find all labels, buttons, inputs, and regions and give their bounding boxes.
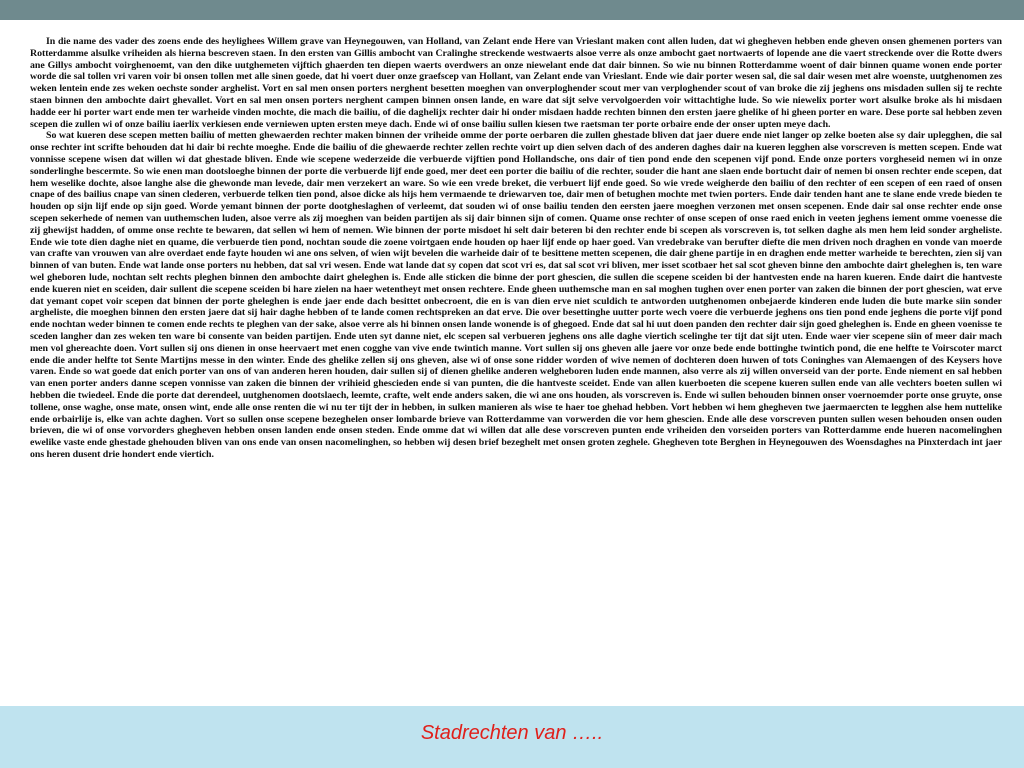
- charter-paragraph-2: So wat kueren dese scepen metten bailiu of metten ghewaerden rechter maken binnen der vriheide omme der porte oerbaren die zullen ghestade bliven dat jaer duere ende niet langer op zelke boeten alse sy dair uplegghen, die sal onse rechter int scrifte behouden dat hi dair bi rechte moeghe. Ende die bailiu of die ghewaerde rechter zellen rechte voirt up dien selven dach of des anderen daghes dair na kueren legghen alse vorscreven is metten scepen. Ende wat vonnisse scepene wisen dat willen wi dat ghestade bliven. Ende wie scepene wederzeide die verbuerde vijftien pond Hollandsche, ons dair of tien pond ende den scepenen vijf pond. Ende onze porters vorgheseid nemen wi in onze sonderlinghe bescermte. So wie enen man dootsloeghe binnen der porte die verbuerde lijf ende goed, mer deet een porter die bailiu of die rechter, souder die hant ane slaen ende bortucht dair of nemen bi onsen rechter ende scepen, dat hem weselike dochte, alsoe langhe alse die ghewonde man levede, dair men verzekert an ware. So wie een vrede breket, die verbuert lijf ende goed. So wie vrede weigherde den bailiu of den rechter of een scepen of een raed of onsen cnape of des bailius cnape van sinen clederen, verbuerde telken tien pond, alsoe dicke als hijs hem vermaende te driewarven toe, dair men of betughen mochte met twien porters. Ende dair tenden hant ane te slane ende vrede bieden te houden op sijn lijf ende op sijn goed. Worde yemant binnen der porte dootgheslaghen of verleemt, dat souden wi of onse bailiu tenden den eersten jaere moeghen verzonen met onsen scepenen. Ende dair sal onse rechter ende onse scepen sekerhede of nemen van uuthemschen luden, alsoe verre als zij moeghen van beiden partijen als sij dair binnen sijn of comen. Quame onse rechter of onse scepen of onse raed enich in veeten jeghens iement omme voenesse die zij ghewijst hadden, of omme onse rechte te bewaren, dat sellen wi hem of nemen. Wie binnen der porte misdoet hi selt dair beteren bi den rechter ende bi scepen als vorscreven is, tot selken daghe als men hem leid sonder argheliste. Ende wie tote dien daghe niet en quame, die verbuerde tien pond, nochtan soude die zoene voirtgaen ende houden op haer lijf ende op haer goed. Van vredebrake van berufter diefte die men driven noch draghen en vonde van moerde van crafte van vrouwen van alre overdaet ende fayte houden wi ane ons selven, of wien wijt bevelen die warheide dair of te besittene metten scepenen, die dair ghene partije in en draghen ende metter warheide te berechten, zien sij van binnen of van buten. Ende wat lande onse porters nu hebben, dat sal vri wesen. Ende wat lande dat sy copen dat scot vri es, dat sal scot vri bliven, mer isset scotbaer het sal scot gheven binne den ambochte dairt gheleghen is, ten ware wel gheboren lude, nochtan selt rechts pleghen binnen den ambochte dairt gheleghen is. Ende alle sticken die binne der port ghescien, die sullen die scepene sceiden bi der hantvesten ende na haren kueren. Ende dairt die hantveste ende kueren niet en sceiden, dair sullent die scepene sceiden bi hare zielen na haer wetentheyt met onsen rechtere. Ende gheen uuthemsche man en sal moghen tughen over enen porter van zaken die binnen der port ghescien, wat erve dat yemant copet voir scepen dat binnen der porte gheleghen is ende jaer ende dach besittet onbecroent, die en is van dien erve niet sculdich te antworden uutghenomen onbejaerde kinderen ende luden die bute marke siin sonder argheliste, die moeghen binnen den ersten jaere dat sij hair daghe hebben of te lande comen rechtspreken an dat erve. Die over besettinghe uutter porte wech voere die verbuerde jeghens ons tien pond ende jeghens die porte vijf pond ende nochtan weder binnen te comen ende rechts te pleghen van der sake, alsoe verre als hi binnen onsen lande wonende is of ghegoed. Ende dat sal hi uut doen panden den rechter dair sijn goed gheleghen is. Ende en gheen voenisse te sceden langher dan zes weken ten ware bi consente van beiden partijen. Ende uten syt danne niet, elc scepen sal verbueren jeghens ons alle daghe viertich scelinghe ter tijt dat sijt uten. Ende waer vier scepene siin of meer dair mach men vol ghereachte doen. Vort sullen sij ons dienen in onse heervaert met enen cogghe van vive ende twintich manne. Vort sullen sij ons gheven alle jaere vor onze bede ende bottinghe twintich pond, die ene helfte te Voirscoter marct ende die ander helfte tot Sente Martijns messe in den winter. Ende des ghelike zellen sij ons gheven, alse wi of onse sone ridder worden of wive nemen of dochteren doen huwen of tots Coninghes van Alemaengen of des Keysers hove varen. Ende so wat goede dat enich porter van ons of van anderen heren houden, dair sullen sij of dienen ghelike anderen welgheboren luden ende mannen, also verre als zij willen onverseid van der porte. Ende niement en sal hebben van enen porter anders danne scepen vonnisse van zaken die binnen der vrihieid ghescieden ende si van punten, die die hantveste sceidet. Ende van allen kuerboeten die scepene kueren sullen ende van alle vechters boeten sullen wi hebben die twiedeel. Ende die porte dat derendeel, uutghenomen dootslaech, leemte, crafte, welt ende anders saken, die wi ane ons houden, als vorscreven is. Ende wi sullen behouden binnen onser voernoemder porte onse gruyte, onse tollene, onse waghe, onse mate, onsen wint, ende alle onse renten die wi nu ter tijt der in hebben, in sulken manieren als wise te haer toe ghehad hebben. Vort hebben wi hem ghegheven twe jaermaercten te legghen alse hem nuttelike ende orbairlije is, elke van achte daghen. Vort so sullen onse scepene bezeghelen onser lombarde brieve van Rotterdamme van vorwerden die vor hem ghescien. Ende alle dese vorscreven punten sullen wesen behouden onsen ouden brieven, die wi of onse vorvorders ghegheven hebben onsen landen ende onsen steden. Ende omme dat wi willen dat alle dese vorscreven punten ende vriheiden den vorseiden porters van Rotterdamme ende hueren nacomelinghen ewelike vaste ende ghestade ghehouden bliven van ons ende van onsen nacomelinghen, so hebben wij desen brief bezeghelt met onsen groten zeghele. Ghegheven tote Berghen in Heynegouwen des Woensdaghes na Pinxterdach int jaer ons heren dusent drie hondert ende viertich.: [30, 130, 1002, 460]
- charter-scan: [24, 36, 1008, 702]
- top-bar: [0, 0, 1024, 20]
- slide-caption: Stadrechten van …..: [420, 722, 604, 744]
- charter-paragraph-1: In die name des vader des zoens ende des heylighees Willem grave van Heynegouwen, van Holland, van Zelant ende Here van Vrieslant maken cont allen luden, dat wi ghegheven hebben ende gheven onsen ghemenen porters van Rotterdamme alsulke vriheiden als hierna bescreven staen. In den ersten van Gillis ambocht van Cralinghe streckende westwaerts alsoe verre als onze ambocht gaet nortwaerts of lopende ane die vaert streckende over die Rotte dwers ane Gillys ambocht voirghenoemt, van den dike uutghemeten vijftich ghaerden ten diepen waerts overdwers an onze niewelant ende dat dair binnen. So wie nu binnen Rotterdamme woent of dair binnen quame wonen ende porter worde die sal tollen vri varen voir bi onsen tollen met alle sinen goede, dat hi voert duer onze graefscep van Hollant, van Zelant ende van Vrieslant. Ende wie dair porter wesen sal, die sal dair wesen met alre woenste, uutghenomen zes weken lentein ende zes weken oechste sonder arghelist. Vort en sal men onsen porters nerghent besetten moeghen van onverploghender scout mer van verploghender scout of van broke die zij jeghens ons misdaden sullen sij te rechte staen binnen den ambochte dairt ghevallet. Vort en sal men onsen porters nerghent campen binnen onsen lande, en ware dat sijt selve vervolgoerden voir wittachtighe lude. So wie niewelix porter wort alsulke broke als hi misdaen hadde eer hi porter wart ende men ter warheide vinden mochte, die mach die bailiu, of die daghelijx rechter dair hi onder misdaen hadde rechten binnen den ersten jaere ghelike of hi gheen porter en ware. Dese porte sal hebben zeven scepen die zullen wi of onze bailiu iaerlix verkiesen ende verniewen upten ersten meye dach. Ende wi of onse bailiu sullen kiesen twe raetsman ter porte orbaire ende der onser upten meye dach.: [30, 36, 1002, 130]
- charter-text: [30, 36, 1002, 461]
